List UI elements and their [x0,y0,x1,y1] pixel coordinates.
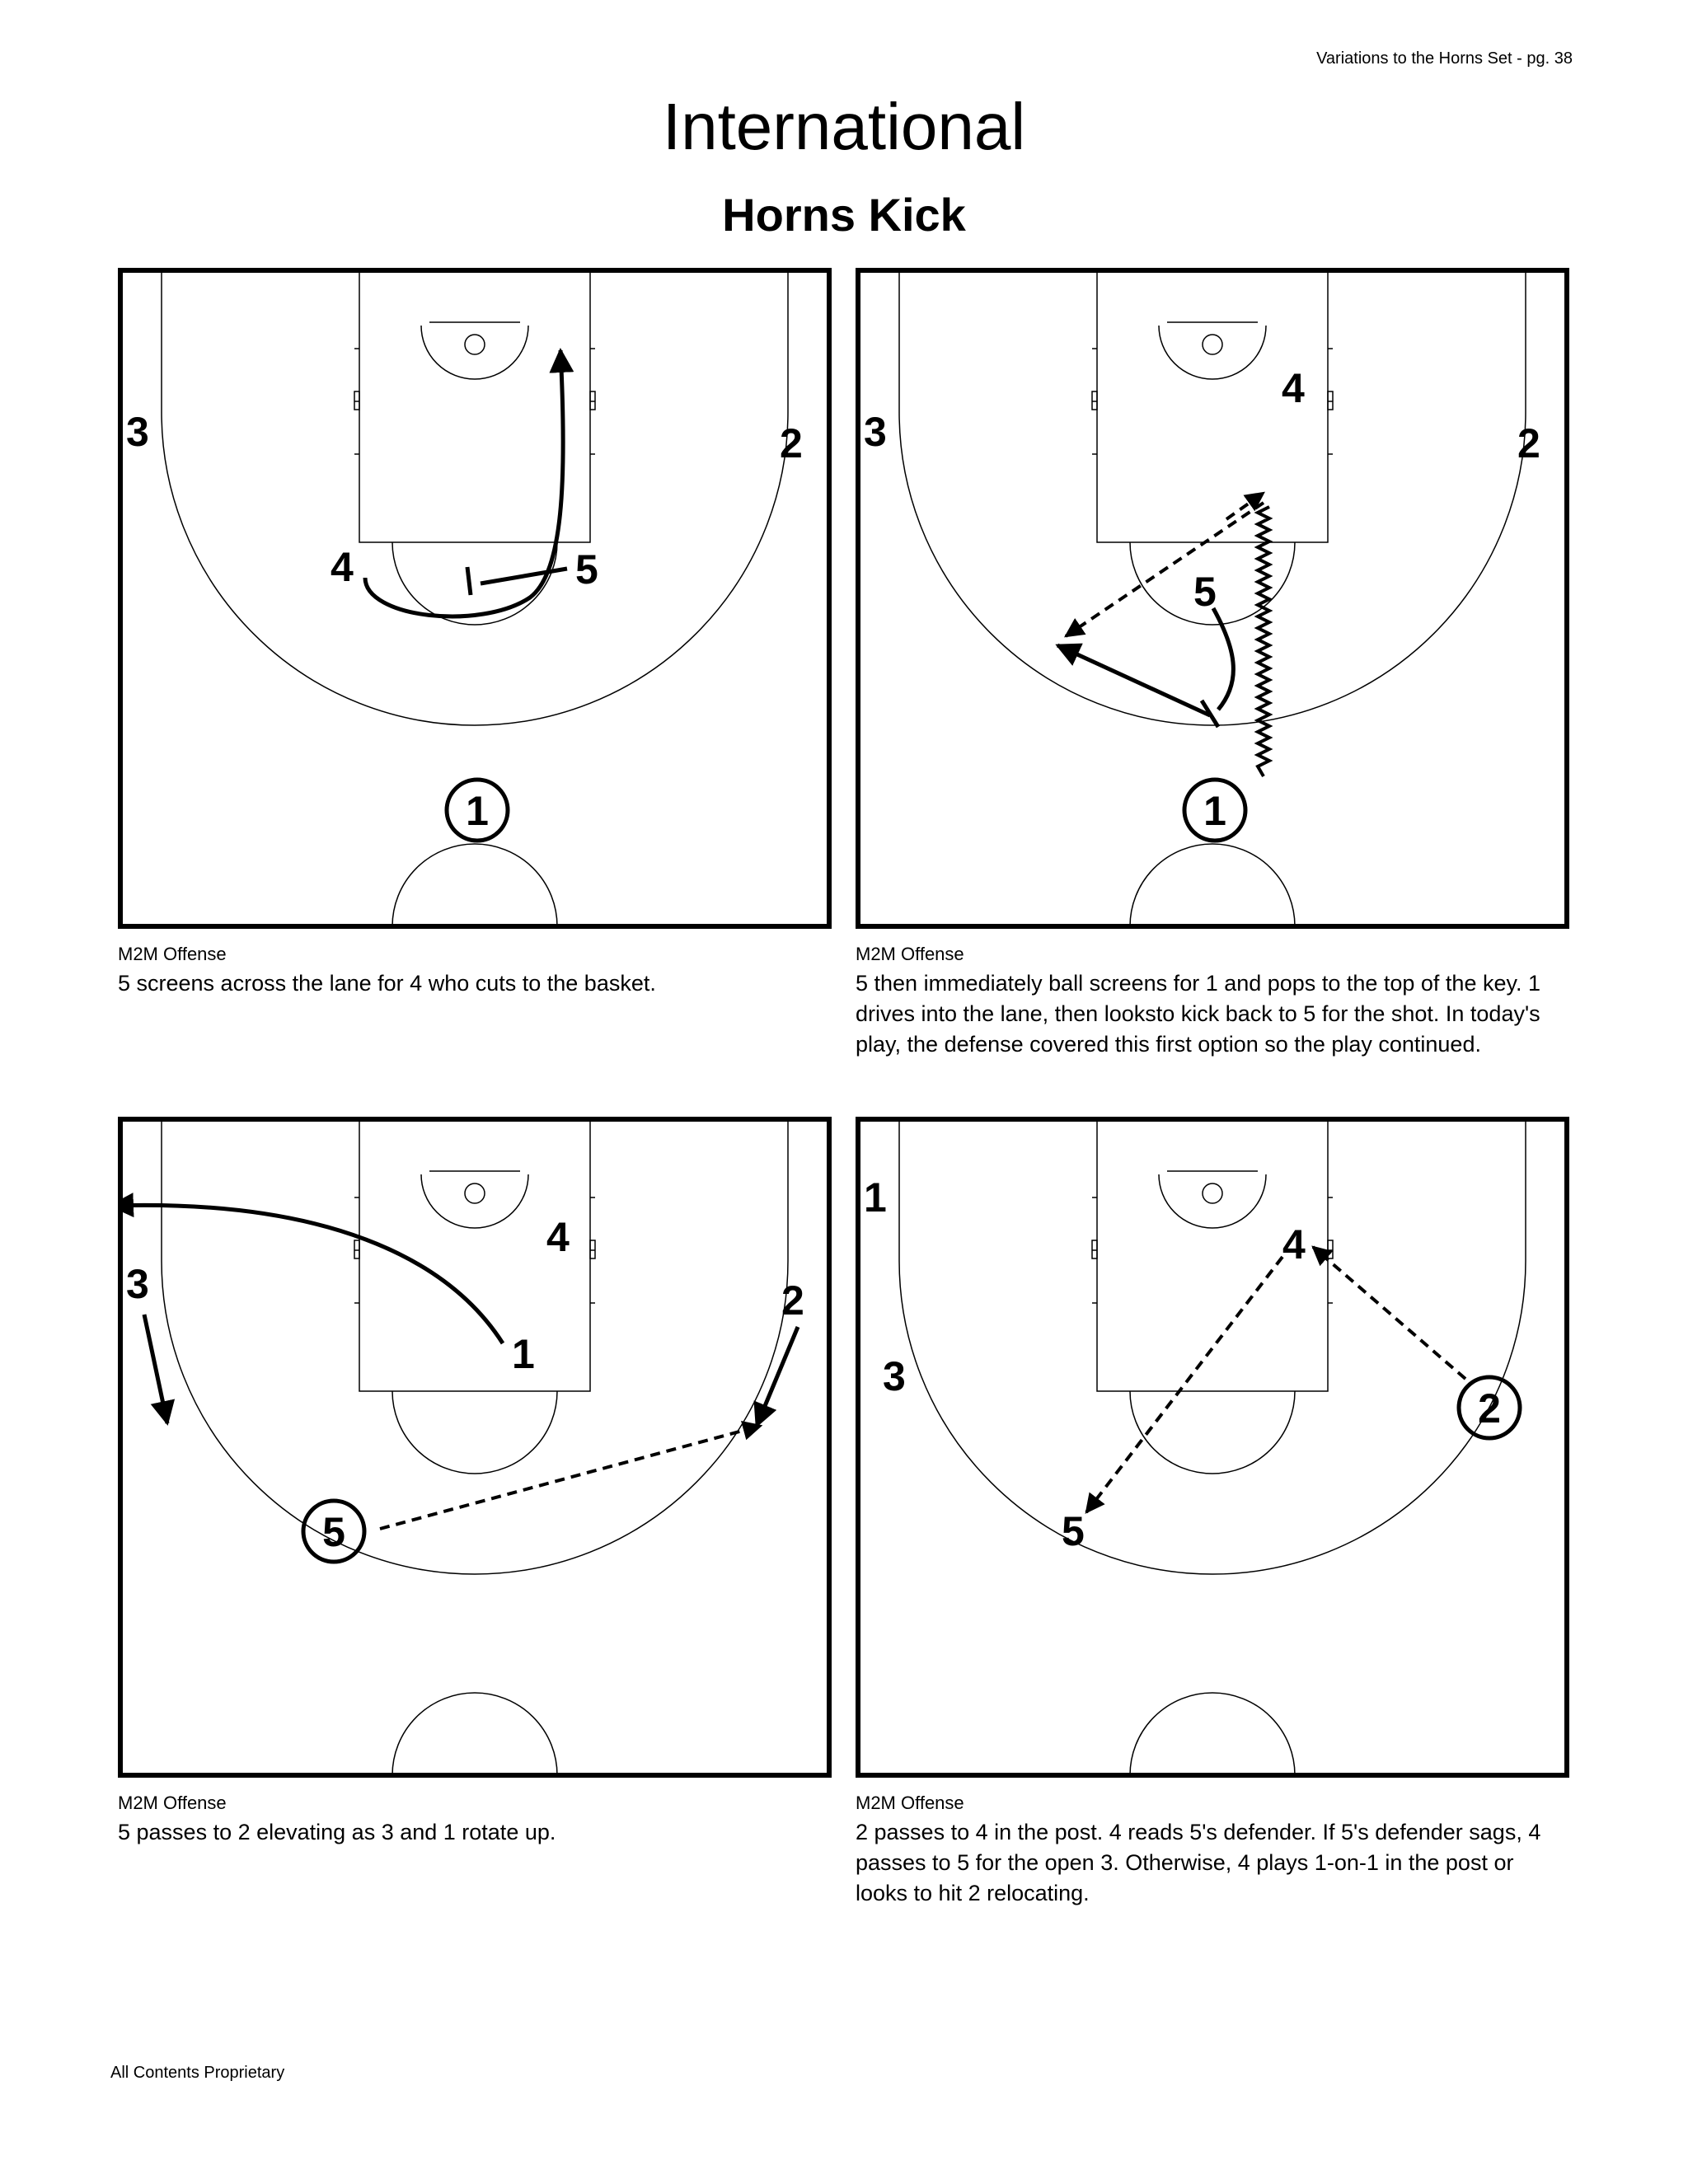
panel-1-caption: 5 screens across the lane for 4 who cuts to the basket. [118,971,656,996]
player-5: 5 [575,546,598,593]
diagram-panel-4 [856,1117,1569,1909]
panel-2-label: M2M Offense [856,944,964,964]
panel-3-caption: 5 passes to 2 elevating as 3 and 1 rotate up. [118,1820,556,1844]
player-1: 1 [466,788,489,834]
player-5: 5 [1062,1508,1085,1554]
court-diagram-1 [118,268,832,929]
player-1: 1 [512,1331,535,1377]
panel-2-caption: 5 then immediately ball screens for 1 and pops to the top of the key. 1 drives into the lane, then looksto kick back to 5 for the shot. In today's play, the defense covered this first option so the play continued. [856,971,1540,1057]
panel-4-caption: 2 passes to 4 in the post. 4 reads 5's defender. If 5's defender sags, 4 passes to 5 for the open 3. Otherwise, 4 plays 1-on-1 in the post or looks to hit 2 relocating. [856,1820,1541,1905]
page-footer: All Contents Proprietary [110,2064,285,2082]
player-2: 2 [780,420,803,466]
player-4: 4 [1282,365,1305,411]
page-title: International [662,90,1026,163]
court-diagram-4 [856,1117,1569,1778]
page-subtitle: Horns Kick [722,189,966,241]
player-1: 1 [1203,788,1226,834]
player-5: 5 [322,1509,345,1555]
panel-4-label: M2M Offense [856,1793,964,1813]
player-3: 3 [864,409,887,455]
player-2: 2 [1517,420,1540,466]
player-2: 2 [1478,1385,1501,1432]
page-header-right: Variations to the Horns Set - pg. 38 [1316,49,1573,68]
panel-1-label: M2M Offense [118,944,227,964]
player-4: 4 [546,1214,570,1260]
player-4: 4 [331,544,354,590]
panel-3-label: M2M Offense [118,1793,227,1813]
player-1: 1 [864,1174,887,1221]
court-diagram-2 [856,268,1569,929]
player-3: 3 [126,1261,149,1307]
player-4: 4 [1282,1221,1306,1268]
court-diagram-3 [118,1117,832,1778]
diagram-panel-1 [118,268,832,999]
player-2: 2 [781,1277,804,1324]
diagram-panel-2 [856,268,1569,1060]
player-3: 3 [126,409,149,455]
player-5: 5 [1193,569,1217,615]
diagram-panel-3 [118,1117,832,1848]
player-3: 3 [883,1353,906,1399]
